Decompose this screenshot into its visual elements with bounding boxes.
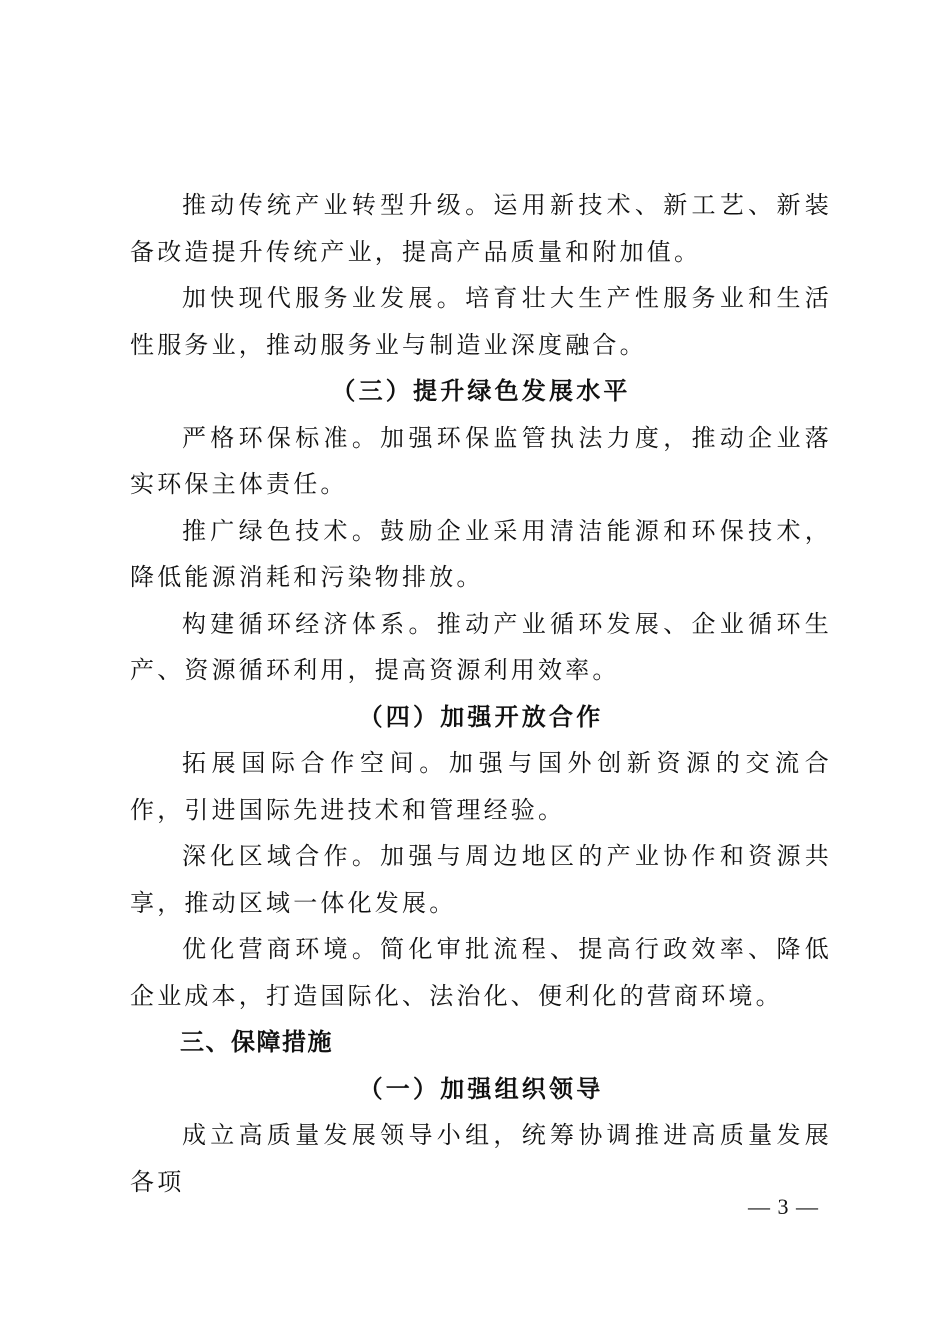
paragraph-circular-economy: 构建循环经济体系。推动产业循环发展、企业循环生产、资源循环利用，提高资源利用效率。: [130, 609, 832, 684]
paragraph-environmental-standards: 严格环保标准。加强环保监管执法力度，推动企业落实环保主体责任。: [130, 423, 832, 498]
section-heading-safeguards: 三、保障措施: [180, 1028, 333, 1056]
paragraph-international-cooperation: 拓展国际合作空间。加强与国外创新资源的交流合作，引进国际先进技术和管理经验。: [130, 749, 832, 824]
paragraph-leadership-group: 成立高质量发展领导小组，统筹协调推进高质量发展各项: [130, 1121, 832, 1196]
page-number: — 3 —: [748, 1194, 819, 1219]
paragraph-upgrade-traditional-industry: 推动传统产业转型升级。运用新技术、新工艺、新装备改造提升传统产业，提高产品质量和附加值。: [130, 191, 832, 266]
subheading-green-development: （三）提升绿色发展水平: [331, 376, 631, 405]
document-body: [130, 182, 832, 1205]
paragraph-business-environment: 优化营商环境。简化审批流程、提高行政效率、降低企业成本，打造国际化、法治化、便利化的营商环境。: [130, 935, 832, 1010]
paragraph-modern-services: 加快现代服务业发展。培育壮大生产性服务业和生活性服务业，推动服务业与制造业深度融合。: [130, 284, 832, 359]
subheading-open-cooperation: （四）加强开放合作: [358, 701, 604, 731]
paragraph-regional-cooperation: 深化区域合作。加强与周边地区的产业协作和资源共享，推动区域一体化发展。: [130, 842, 832, 917]
subheading-organizational-leadership: （一）加强组织领导: [358, 1073, 604, 1103]
paragraph-green-technology: 推广绿色技术。鼓励企业采用清洁能源和环保技术，降低能源消耗和污染物排放。: [130, 516, 832, 591]
